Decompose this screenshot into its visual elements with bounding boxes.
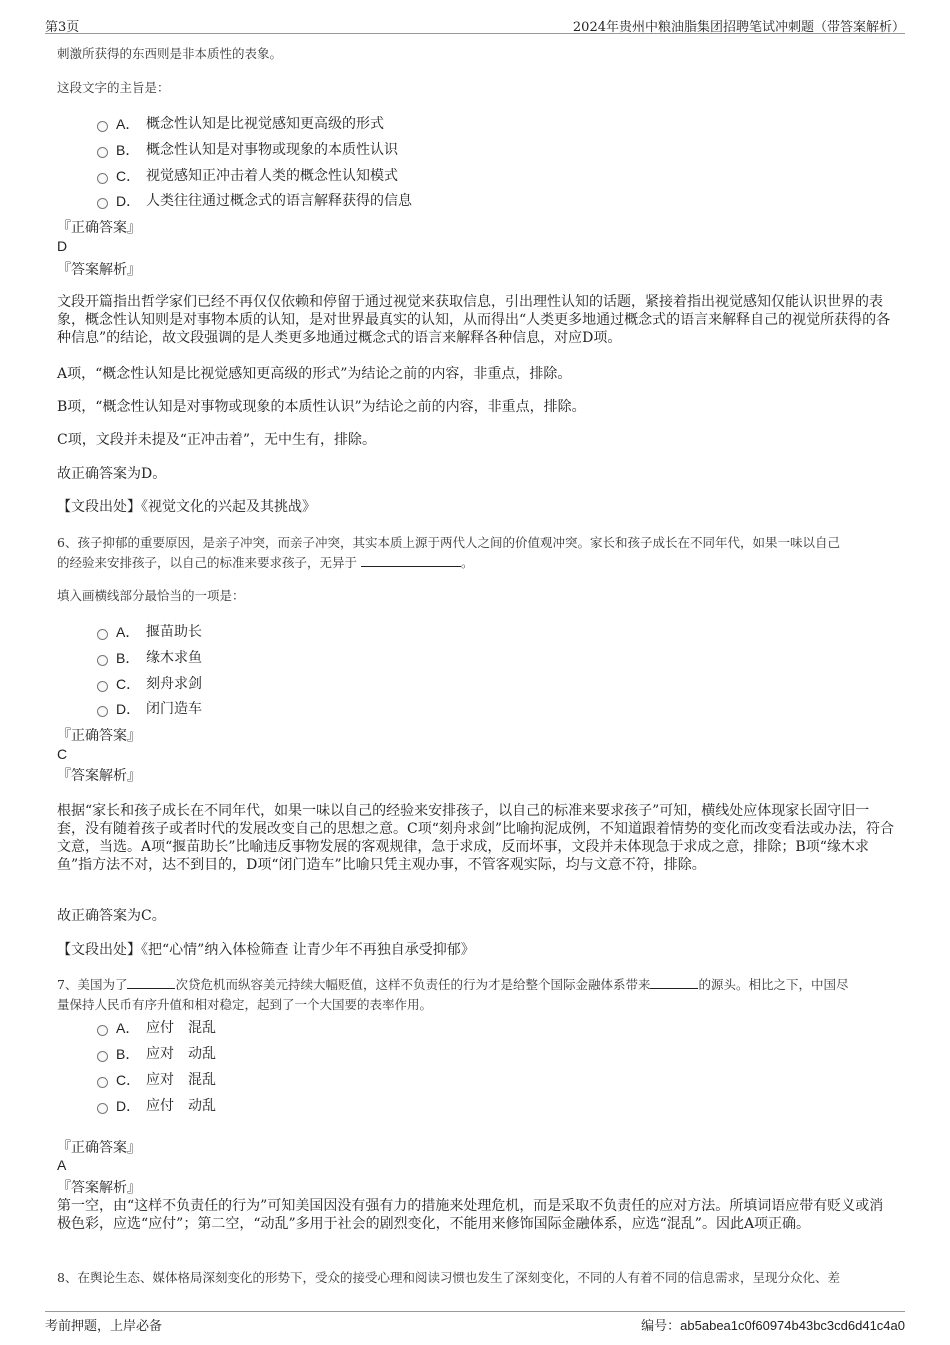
q6-stem — [57, 533, 897, 573]
q5-analysis-label: 『答案解析』 — [57, 262, 141, 278]
option-key: C． — [116, 676, 141, 692]
q7-option-d[interactable] — [97, 1096, 216, 1116]
q5-answer: D — [57, 238, 68, 254]
option-text: 概念性认知是对事物或现象的本质性认识 — [146, 142, 398, 158]
q6-option-d[interactable] — [97, 699, 202, 719]
q5-option-a[interactable] — [97, 114, 384, 134]
page-header — [45, 14, 905, 34]
radio-icon[interactable] — [97, 173, 108, 184]
code-label: 编号： — [641, 1319, 681, 1334]
radio-icon[interactable] — [97, 198, 108, 209]
option-key: B． — [116, 1046, 140, 1062]
option-text: 闭门造车 — [146, 701, 202, 717]
option-key: B． — [116, 142, 140, 158]
q5-analysis-b: B项，“概念性认知是对事物或现象的本质性认识”为结论之前的内容，非重点，排除。 — [57, 399, 586, 415]
radio-icon[interactable] — [97, 655, 108, 666]
document-title: 2024年贵州中粮油脂集团招聘笔试冲刺题（带答案解析） — [572, 20, 905, 35]
q7-stem-part4: 量保持人民币有序升值和相对稳定，起到了一个大国要的表率作用。 — [57, 997, 433, 1012]
radio-icon[interactable] — [97, 1025, 108, 1036]
option-text-2: 动乱 — [188, 1098, 216, 1114]
q7-answer-label: 『正确答案』 — [57, 1140, 141, 1156]
radio-icon[interactable] — [97, 147, 108, 158]
radio-icon[interactable] — [97, 681, 108, 692]
q5-option-b[interactable] — [97, 140, 398, 160]
q7-stem-part2: 次贷危机而纵容美元持续大幅贬值，这样不负责任的行为才是给整个国际金融体系带来 — [175, 977, 651, 992]
document-code — [641, 1315, 905, 1334]
q7-stem-part1: 7、美国为了 — [57, 977, 128, 992]
q7-option-b[interactable] — [97, 1044, 216, 1064]
radio-icon[interactable] — [97, 1103, 108, 1114]
option-key: A． — [116, 116, 140, 132]
option-key: D． — [116, 701, 141, 717]
option-text-2: 动乱 — [188, 1046, 216, 1062]
option-text: 刻舟求剑 — [146, 676, 202, 692]
option-text-2: 混乱 — [188, 1072, 216, 1088]
q6-blank — [361, 555, 461, 567]
option-text: 视觉感知正冲击着人类的概念性认知模式 — [146, 168, 398, 184]
option-text: 应对 — [146, 1046, 174, 1062]
radio-icon[interactable] — [97, 629, 108, 640]
code-value: ab5abea1c0f60974b43bc3cd6d41c4a0 — [680, 1318, 905, 1333]
option-text: 应对 — [146, 1072, 174, 1088]
radio-icon[interactable] — [97, 706, 108, 717]
q7-stem-part3: 的源头。相比之下，中国尽 — [698, 977, 849, 992]
q6-analysis-text: 根据“家长和孩子成长在不同年代，如果一味以自己的经验来安排孩子，以自己的标准来要求孩子”可知，横线处应体现家长固守旧一套，没有随着孩子或者时代的发展改变自己的思想之意。C项“刻舟求剑”比喻拘泥成例，不知道跟着情势的变化而改变看法或办法，符合文意，当选。A项“揠苗助长”比喻违反事物发展的客观规律，急于求成，反而坏事，文段并未体现急于求成之意，排除；B项“缘木求鱼”指方法不对，达不到目的，D项“闭门造车”比喻只凭主观办事，不管客观实际，均与文意不符，排除。 — [57, 803, 895, 873]
option-key: D． — [116, 193, 141, 209]
q7-blank-1 — [127, 977, 175, 989]
page-number: 第3页 — [45, 20, 80, 35]
option-text: 揠苗助长 — [146, 624, 202, 640]
q6-option-b[interactable] — [97, 648, 202, 668]
q7-option-a[interactable] — [97, 1018, 216, 1038]
option-key: D． — [116, 1098, 141, 1114]
option-key: C． — [116, 168, 141, 184]
q7-answer: A — [57, 1157, 67, 1173]
q5-stem-continuation: 刺激所获得的东西则是非本质性的表象。 — [57, 46, 283, 61]
option-text: 人类往往通过概念式的语言解释获得的信息 — [146, 193, 412, 209]
q5-source: 【文段出处】《视觉文化的兴起及其挑战》 — [57, 499, 316, 515]
radio-icon[interactable] — [97, 1077, 108, 1088]
q5-prompt: 这段文字的主旨是： — [57, 80, 170, 95]
radio-icon[interactable] — [97, 1051, 108, 1062]
q5-analysis-c: C项，文段并未提及“正冲击着”，无中生有，排除。 — [57, 432, 377, 448]
option-text: 应付 — [146, 1020, 174, 1036]
q6-answer-label: 『正确答案』 — [57, 728, 141, 744]
option-key: B． — [116, 650, 140, 666]
option-key: A． — [116, 1020, 140, 1036]
option-text: 应付 — [146, 1098, 174, 1114]
footer-slogan: 考前押题，上岸必备 — [45, 1319, 163, 1334]
q6-source: 【文段出处】《把“心情”纳入体检筛查 让青少年不再独自承受抑郁》 — [57, 942, 475, 958]
q6-conclusion: 故正确答案为C。 — [57, 908, 166, 924]
q6-analysis-label: 『答案解析』 — [57, 768, 141, 784]
option-text: 概念性认知是比视觉感知更高级的形式 — [146, 116, 384, 132]
radio-icon[interactable] — [97, 121, 108, 132]
q6-stem-end: 。 — [461, 555, 474, 570]
option-key: A． — [116, 624, 140, 640]
option-text-2: 混乱 — [188, 1020, 216, 1036]
q6-stem-line1: 6、孩子抑郁的重要原因，是亲子冲突，而亲子冲突，其实本质上源于两代人之间的价值观冲突。家长和孩子成长在不同年代，如果一味以自己 — [57, 535, 840, 550]
q5-conclusion: 故正确答案为D。 — [57, 466, 167, 482]
q5-analysis-a: A项，“概念性认知是比视觉感知更高级的形式”为结论之前的内容，非重点，排除。 — [57, 366, 572, 382]
q6-stem-line2: 的经验来安排孩子，以自己的标准来要求孩子，无异于 — [57, 555, 358, 570]
q7-option-c[interactable] — [97, 1070, 216, 1090]
q6-option-c[interactable] — [97, 674, 202, 694]
page-footer — [45, 1311, 905, 1337]
q5-analysis-text: 文段开篇指出哲学家们已经不再仅仅依赖和停留于通过视觉来获取信息，引出理性认知的话题，紧接着指出视觉感知仅能认识世界的表象，概念性认知则是对事物本质的认知，是对世界最真实的认知，从而得出“人类更多地通过概念式的语言来解释自己的视觉所获得的各种信息”的结论，故文段强调的是人类更多地通过概念式的语言来解释各种信息，对应D项。 — [57, 294, 891, 346]
q5-option-d[interactable] — [97, 191, 412, 211]
q6-prompt: 填入画横线部分最恰当的一项是： — [57, 588, 245, 603]
q8-stem: 8、在舆论生态、媒体格局深刻变化的形势下，受众的接受心理和阅读习惯也发生了深刻变化，不同的人有着不同的信息需求，呈现分众化、差 — [57, 1270, 840, 1285]
q7-blank-2 — [650, 977, 698, 989]
option-key: C． — [116, 1072, 141, 1088]
q7-analysis-label: 『答案解析』 — [57, 1180, 141, 1196]
q7-analysis-text: 第一空，由“这样不负责任的行为”可知美国因没有强有力的措施来处理危机，而是采取不负责任的应对方法。所填词语应带有贬义或消极色彩，应选“应付”；第二空，“动乱”多用于社会的剧烈变化，不能用来修饰国际金融体系，应选“混乱”。因此A项正确。 — [57, 1198, 884, 1232]
option-text: 缘木求鱼 — [146, 650, 202, 666]
q5-option-c[interactable] — [97, 166, 398, 186]
q7-stem — [57, 975, 897, 1015]
q6-answer: C — [57, 746, 68, 762]
q5-answer-label: 『正确答案』 — [57, 220, 141, 236]
q6-option-a[interactable] — [97, 622, 202, 642]
